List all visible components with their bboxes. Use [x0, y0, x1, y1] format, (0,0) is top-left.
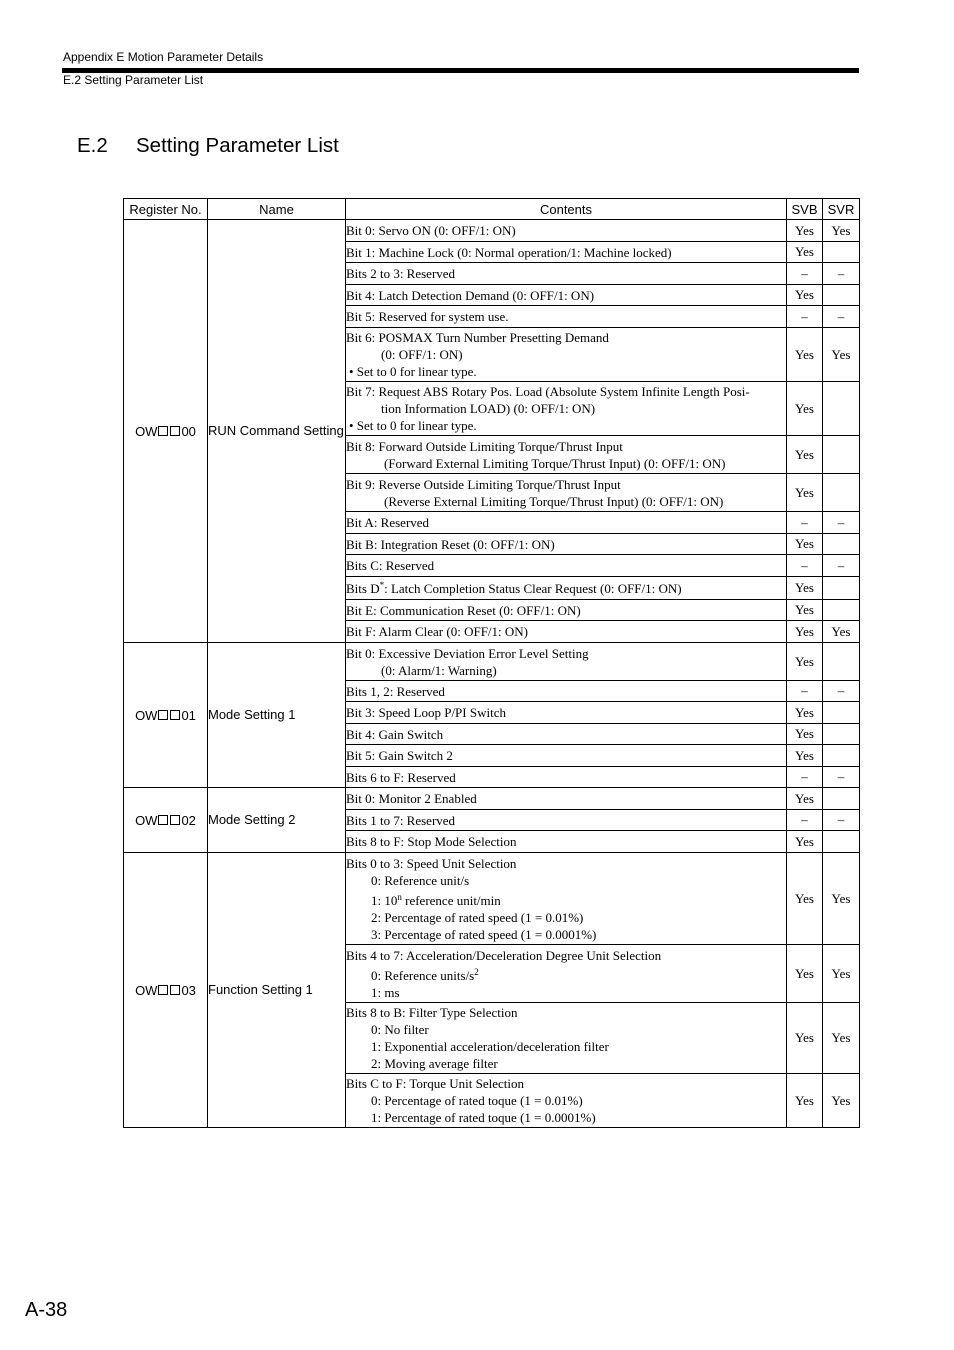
svr-flag — [823, 600, 860, 621]
svr-flag: – — [823, 306, 860, 328]
svr-flag — [823, 242, 860, 263]
svr-flag: Yes — [823, 220, 860, 242]
running-header-section: E.2 Setting Parameter List — [63, 73, 204, 87]
register-number: OW 03 — [124, 853, 208, 1128]
svb-flag: Yes — [787, 643, 823, 681]
register-number: OW 02 — [124, 788, 208, 853]
section-number: E.2 — [77, 134, 108, 157]
svb-flag: Yes — [787, 382, 823, 436]
page-number: A-38 — [25, 1299, 68, 1321]
svr-flag: Yes — [823, 853, 860, 945]
placeholder-box-icon — [158, 710, 168, 720]
svr-flag — [823, 788, 860, 810]
bit-description: Bit 1: Machine Lock (0: Normal operation/1: Machine locked) — [346, 242, 787, 263]
col-header-name: Name — [208, 199, 346, 220]
svb-flag: – — [787, 810, 823, 831]
bit-description: Bit 5: Gain Switch 2 — [346, 745, 787, 767]
svb-flag: – — [787, 767, 823, 788]
svb-flag: – — [787, 306, 823, 328]
svb-flag: Yes — [787, 702, 823, 724]
table-row — [124, 643, 860, 681]
bit-description: Bits C: Reserved — [346, 555, 787, 577]
section-title — [77, 134, 339, 158]
svb-flag: Yes — [787, 788, 823, 810]
svb-flag: Yes — [787, 831, 823, 853]
col-header-svr: SVR — [823, 199, 860, 220]
table-row — [124, 853, 860, 945]
placeholder-box-icon — [170, 815, 180, 825]
svr-flag: Yes — [823, 621, 860, 643]
svb-flag: Yes — [787, 724, 823, 745]
register-number: OW 00 — [124, 220, 208, 643]
parameter-name: Function Setting 1 — [208, 853, 346, 1128]
svb-flag: – — [787, 555, 823, 577]
svr-flag: Yes — [823, 945, 860, 1003]
bit-description: Bit 8: Forward Outside Limiting Torque/Thrust Input (Forward External Limiting Torque/Thrust Input) (0: OFF/1: ON) — [346, 436, 787, 474]
section-title-text: Setting Parameter List — [136, 134, 339, 157]
svr-flag: – — [823, 555, 860, 577]
running-header-chapter: Appendix E Motion Parameter Details — [63, 50, 264, 64]
svr-flag — [823, 534, 860, 555]
placeholder-box-icon — [170, 710, 180, 720]
bit-description: Bit E: Communication Reset (0: OFF/1: ON) — [346, 600, 787, 621]
bit-description: Bit 0: Servo ON (0: OFF/1: ON) — [346, 220, 787, 242]
col-header-contents: Contents — [346, 199, 787, 220]
svb-flag: Yes — [787, 577, 823, 600]
svb-flag: Yes — [787, 220, 823, 242]
svr-flag — [823, 724, 860, 745]
bit-description: Bit 5: Reserved for system use. — [346, 306, 787, 328]
bit-description: Bit F: Alarm Clear (0: OFF/1: ON) — [346, 621, 787, 643]
svb-flag: Yes — [787, 745, 823, 767]
bit-description: Bit A: Reserved — [346, 512, 787, 534]
bit-description: Bit 4: Gain Switch — [346, 724, 787, 745]
parameter-name: RUN Command Setting — [208, 220, 346, 643]
bit-description: Bit B: Integration Reset (0: OFF/1: ON) — [346, 534, 787, 555]
bit-description: Bits 1, 2: Reserved — [346, 681, 787, 702]
bit-description: Bit 0: Monitor 2 Enabled — [346, 788, 787, 810]
bit-description: Bits 1 to 7: Reserved — [346, 810, 787, 831]
parameter-name: Mode Setting 1 — [208, 643, 346, 788]
bit-description: Bits 8 to F: Stop Mode Selection — [346, 831, 787, 853]
bit-description: Bits 0 to 3: Speed Unit Selection 0: Reference unit/s 1: 10$^n$ reference unit/min 2: Percentage of rated speed (1 = 0.01%) 3: Percentage of rated speed (1 = 0.0001%) — [346, 853, 787, 945]
bit-description: Bits 6 to F: Reserved — [346, 767, 787, 788]
svr-flag: – — [823, 681, 860, 702]
svb-flag: Yes — [787, 600, 823, 621]
svr-flag — [823, 577, 860, 600]
svb-flag: Yes — [787, 621, 823, 643]
bit-description: Bits 8 to B: Filter Type Selection 0: No filter 1: Exponential acceleration/deceleration filter 2: Moving average filter — [346, 1003, 787, 1074]
col-header-svb: SVB — [787, 199, 823, 220]
svr-flag: – — [823, 263, 860, 285]
bit-description: Bit 4: Latch Detection Demand (0: OFF/1: ON) — [346, 285, 787, 306]
bit-description: Bit 7: Request ABS Rotary Pos. Load (Absolute System Infinite Length Posi- tion Information LOAD) (0: OFF/1: ON) • Set to 0 for linear type. — [346, 382, 787, 436]
svb-flag: Yes — [787, 853, 823, 945]
placeholder-box-icon — [170, 426, 180, 436]
parameter-name: Mode Setting 2 — [208, 788, 346, 853]
svb-flag: Yes — [787, 285, 823, 306]
svb-flag: Yes — [787, 436, 823, 474]
table-row — [124, 220, 860, 242]
table-row — [124, 788, 860, 810]
col-header-register: Register No. — [124, 199, 208, 220]
placeholder-box-icon — [158, 426, 168, 436]
svb-flag: – — [787, 512, 823, 534]
svb-flag: Yes — [787, 534, 823, 555]
setting-parameter-table — [123, 198, 860, 1128]
svb-flag: Yes — [787, 1074, 823, 1128]
bit-description: Bit 3: Speed Loop P/PI Switch — [346, 702, 787, 724]
register-number: OW 01 — [124, 643, 208, 788]
placeholder-box-icon — [158, 815, 168, 825]
bit-description: Bits 4 to 7: Acceleration/Deceleration Degree Unit Selection 0: Reference units/$s^2$ 1: ms — [346, 945, 787, 1003]
table-header-row — [124, 199, 860, 220]
svr-flag — [823, 436, 860, 474]
bit-description: Bit 0: Excessive Deviation Error Level Setting (0: Alarm/1: Warning) — [346, 643, 787, 681]
svb-flag: – — [787, 681, 823, 702]
svb-flag: Yes — [787, 1003, 823, 1074]
bit-description: Bits D*: Latch Completion Status Clear Request (0: OFF/1: ON) — [346, 577, 787, 600]
placeholder-box-icon — [170, 985, 180, 995]
svr-flag — [823, 643, 860, 681]
svr-flag — [823, 831, 860, 853]
svb-flag: Yes — [787, 328, 823, 382]
svr-flag: Yes — [823, 1003, 860, 1074]
svb-flag: – — [787, 263, 823, 285]
svb-flag: Yes — [787, 474, 823, 512]
svr-flag: – — [823, 512, 860, 534]
svr-flag — [823, 702, 860, 724]
svr-flag: – — [823, 767, 860, 788]
bit-description: Bits C to F: Torque Unit Selection 0: Percentage of rated toque (1 = 0.01%) 1: Percentage of rated toque (1 = 0.0001%) — [346, 1074, 787, 1128]
bit-description: Bit 9: Reverse Outside Limiting Torque/Thrust Input (Reverse External Limiting Torque/Thrust Input) (0: OFF/1: ON) — [346, 474, 787, 512]
svr-flag: – — [823, 810, 860, 831]
svr-flag — [823, 745, 860, 767]
svr-flag — [823, 382, 860, 436]
svr-flag: Yes — [823, 328, 860, 382]
bit-description: Bits 2 to 3: Reserved — [346, 263, 787, 285]
svr-flag — [823, 285, 860, 306]
svr-flag: Yes — [823, 1074, 860, 1128]
svb-flag: Yes — [787, 945, 823, 1003]
svr-flag — [823, 474, 860, 512]
svb-flag: Yes — [787, 242, 823, 263]
placeholder-box-icon — [158, 985, 168, 995]
bit-description: Bit 6: POSMAX Turn Number Presetting Demand (0: OFF/1: ON) • Set to 0 for linear type. — [346, 328, 787, 382]
